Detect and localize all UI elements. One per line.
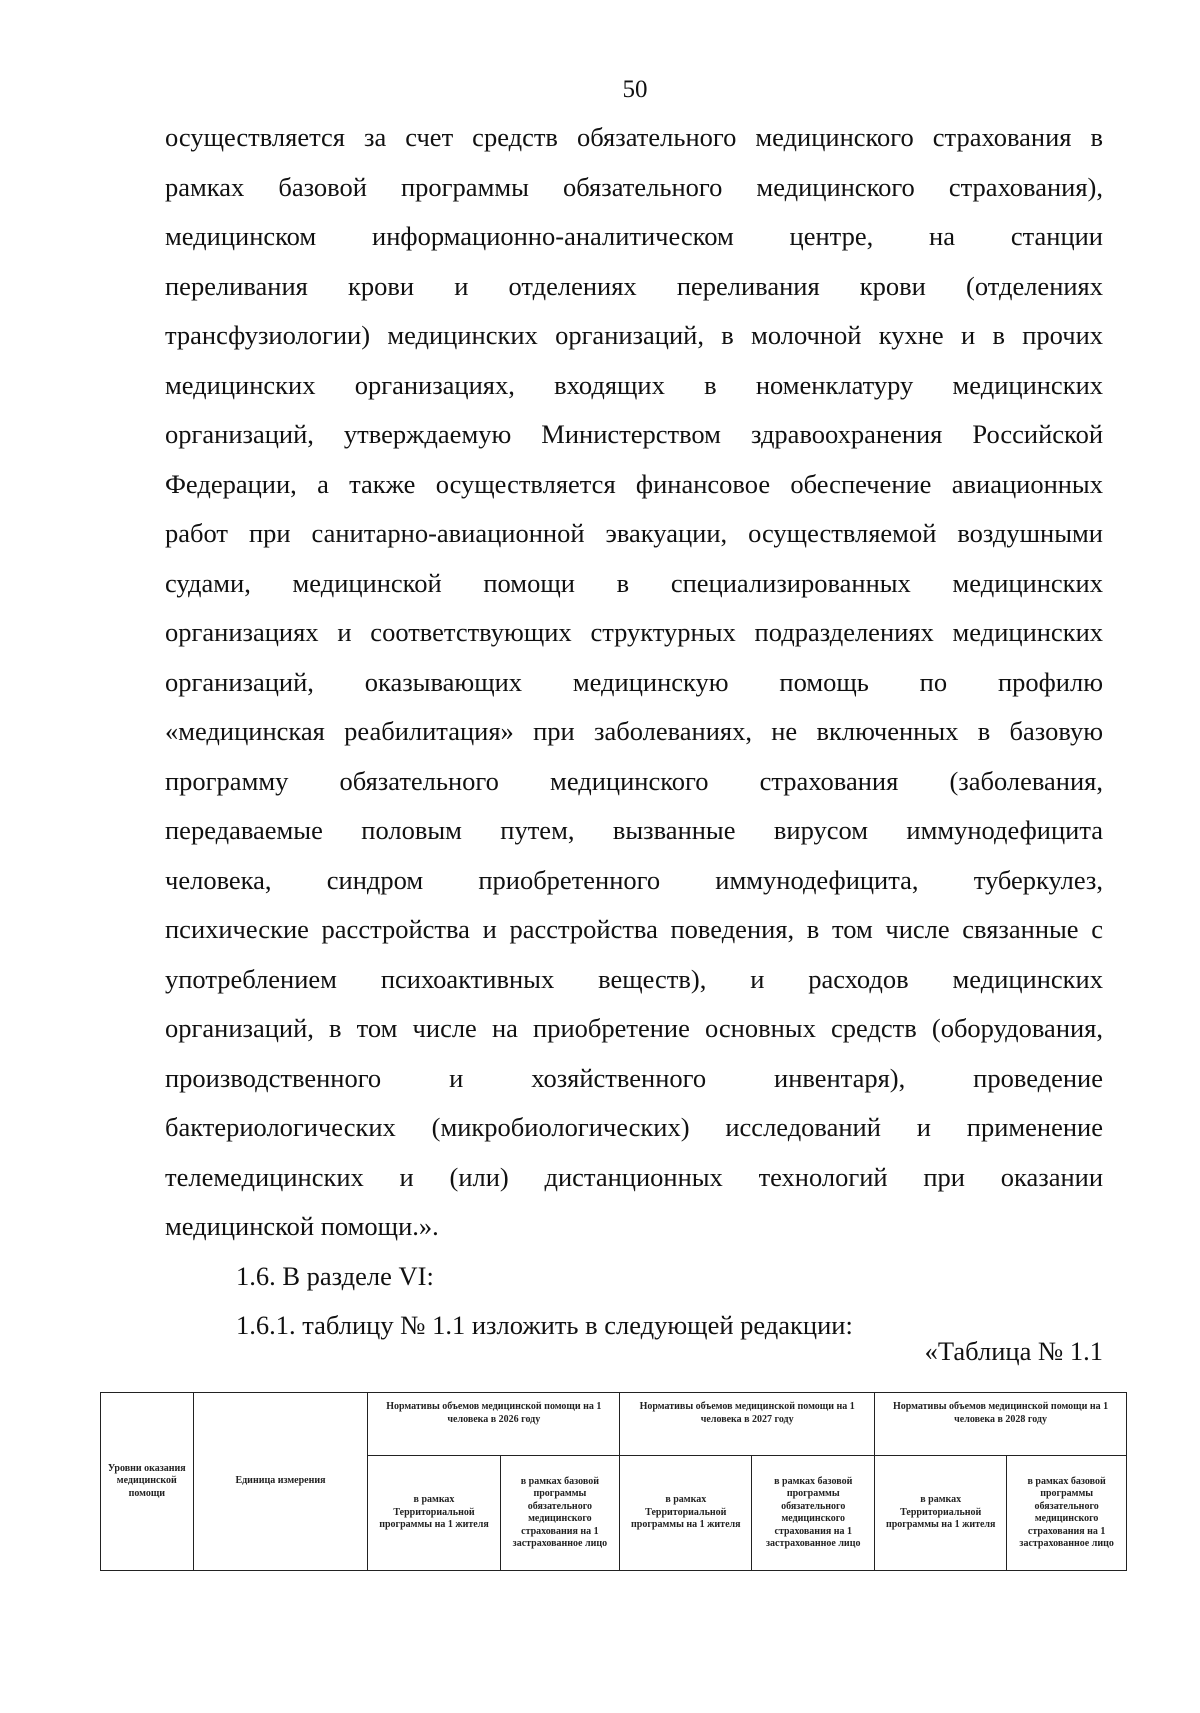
subheader-cell-basic-2027: в рамках базовой программы обязательного медицинского страхования на 1 застрахованное лицо [752, 1456, 875, 1571]
instruction-line: 1.6.1. таблицу № 1.1 изложить в следующей редакции: [236, 1310, 853, 1340]
paragraph-line: медицинской помощи.». [165, 1211, 439, 1241]
paragraph-line: психические расстройства и расстройства поведения, в том числе связанные с [165, 914, 1103, 944]
header-cell-unit: Единица измерения [193, 1393, 368, 1571]
subheader-cell-territorial-2027: в рамках Территориальной программы на 1 жителя [620, 1456, 752, 1571]
paragraph-line: передаваемые половым путем, вызванные вирусом иммунодефицита [165, 815, 1103, 845]
paragraph-line: судами, медицинской помощи в специализированных медицинских [165, 567, 1103, 598]
paragraph-line: рамках базовой программы обязательного медицинского страхования), [165, 171, 1103, 202]
paragraph-line: медицинском информационно-аналитическом центре, на станции [165, 221, 1103, 251]
table-header-row [101, 1393, 1127, 1456]
paragraph-line: человека, синдром приобретенного иммунодефицита, туберкулез, [165, 864, 1103, 895]
document-body [165, 113, 1103, 1351]
paragraph-line: трансфузиологии) медицинских организаций, в молочной кухне и в прочих [165, 320, 1103, 350]
header-cell-year-2026: Нормативы объемов медицинской помощи на 1 человека в 2026 году [368, 1393, 620, 1456]
subheader-cell-basic-2026: в рамках базовой программы обязательного медицинского страхования на 1 застрахованное лицо [500, 1456, 620, 1571]
paragraph-line: медицинских организациях, входящих в номенклатуру медицинских [165, 369, 1103, 400]
paragraph-line: «медицинская реабилитация» при заболеваниях, не включенных в базовую [165, 716, 1103, 746]
paragraph-line: работ при санитарно-авиационной эвакуации, осуществляемой воздушными [165, 518, 1103, 548]
paragraph-line: организаций, оказывающих медицинскую помощь по профилю [165, 666, 1103, 697]
paragraph-line: организациях и соответствующих структурных подразделениях медицинских [165, 617, 1103, 647]
header-cell-level: Уровни оказания медицинской помощи [101, 1393, 194, 1571]
table-caption: «Таблица № 1.1 [924, 1336, 1103, 1366]
paragraph-line: Федерации, а также осуществляется финансовое обеспечение авиационных [165, 468, 1103, 499]
paragraph-line: осуществляется за счет средств обязательного медицинского страхования в [165, 122, 1103, 152]
paragraph-line: употреблением психоактивных веществ), и расходов медицинских [165, 963, 1103, 994]
paragraph-line: программу обязательного медицинского страхования (заболевания, [165, 765, 1103, 796]
header-cell-year-2028: Нормативы объемов медицинской помощи на 1 человека в 2028 году [875, 1393, 1127, 1456]
paragraph-line: организаций, утверждаемую Министерством здравоохранения Российской [165, 419, 1103, 449]
page-number: 50 [622, 76, 648, 103]
section-heading-line: 1.6. В разделе VI: [236, 1260, 434, 1291]
volume-norms-table [100, 1392, 1127, 1571]
subheader-cell-territorial-2026: в рамках Территориальной программы на 1 жителя [368, 1456, 500, 1571]
header-cell-year-2027: Нормативы объемов медицинской помощи на 1 человека в 2027 году [620, 1393, 875, 1456]
paragraph-line: переливания крови и отделениях переливания крови (отделениях [165, 270, 1103, 301]
subheader-cell-basic-2028: в рамках базовой программы обязательного медицинского страхования на 1 застрахованное лицо [1007, 1456, 1127, 1571]
paragraph-line: телемедицинских и (или) дистанционных технологий при оказании [165, 1161, 1103, 1192]
subheader-cell-territorial-2028: в рамках Территориальной программы на 1 жителя [875, 1456, 1007, 1571]
paragraph-line: организаций, в том числе на приобретение основных средств (оборудования, [165, 1013, 1103, 1043]
paragraph-line: производственного и хозяйственного инвентаря), проведение [165, 1062, 1103, 1093]
paragraph-line: бактериологических (микробиологических) исследований и применение [165, 1112, 1103, 1142]
